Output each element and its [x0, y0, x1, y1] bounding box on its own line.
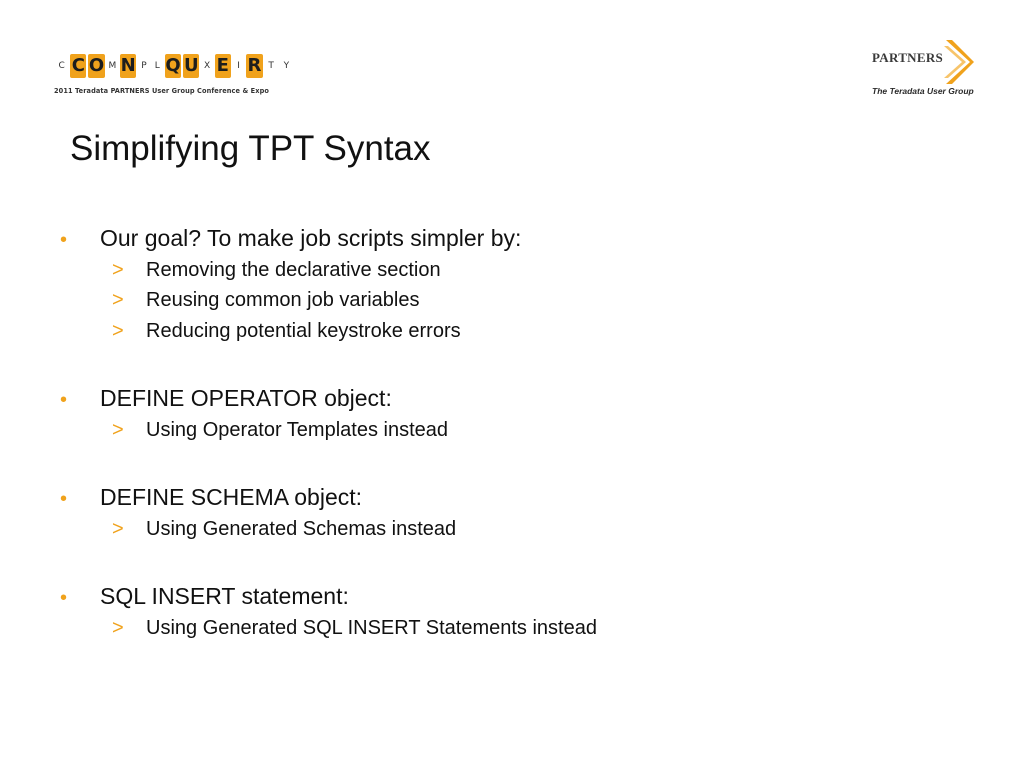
- logo-letter: X: [203, 61, 211, 71]
- partners-subtitle: The Teradata User Group: [872, 86, 974, 96]
- logo-block-letter: N: [120, 55, 136, 76]
- bullet-dot-icon: •: [60, 389, 68, 411]
- sub-bullet-text: Using Operator Templates instead: [146, 419, 449, 441]
- sub-bullet-item: [112, 517, 456, 541]
- partners-name: PARTNERS: [872, 50, 944, 65]
- logo-letter: I: [237, 61, 240, 71]
- bullet-text: DEFINE OPERATOR object:: [100, 385, 392, 411]
- sub-bullet-arrow-icon: >: [112, 259, 124, 281]
- logo-block-letter: Q: [165, 55, 181, 76]
- sub-bullet-arrow-icon: >: [112, 289, 124, 311]
- conference-tagline: 2011 Teradata PARTNERS User Group Conference & Expo: [54, 86, 269, 95]
- slide-title: Simplifying TPT Syntax: [70, 129, 431, 168]
- sub-bullet-arrow-icon: >: [112, 320, 124, 342]
- logo-letter: M: [108, 61, 117, 71]
- bullet-item: [60, 384, 392, 414]
- bullet-item: [60, 224, 521, 254]
- logo-letter: L: [154, 61, 160, 71]
- sub-bullet-text: Reducing potential keystroke errors: [146, 320, 461, 342]
- bullet-dot-icon: •: [60, 229, 68, 251]
- sub-bullet-item: [112, 616, 597, 640]
- sub-bullet-arrow-icon: >: [112, 518, 124, 540]
- sub-bullet-item: [112, 418, 448, 442]
- sub-bullet-arrow-icon: >: [112, 419, 124, 441]
- bullet-dot-icon: •: [60, 488, 68, 510]
- logo-letter: C: [58, 61, 65, 71]
- sub-bullet-item: [112, 319, 461, 343]
- sub-bullet-text: Reusing common job variables: [146, 289, 420, 311]
- bullet-text: Our goal? To make job scripts simpler by:: [100, 225, 522, 251]
- sub-bullet-text: Using Generated SQL INSERT Statements instead: [146, 617, 597, 639]
- bullet-dot-icon: •: [60, 587, 68, 609]
- sub-bullet-arrow-icon: >: [112, 617, 124, 639]
- logo-block-letter: R: [247, 55, 262, 76]
- sub-bullet-item: [112, 288, 419, 312]
- logo-block-letter: U: [183, 55, 199, 76]
- bullet-text: SQL INSERT statement:: [100, 583, 349, 609]
- bullet-text: DEFINE SCHEMA object:: [100, 484, 363, 510]
- logo-letter: Y: [283, 61, 290, 71]
- sub-bullet-item: [112, 258, 441, 282]
- sub-bullet-text: Using Generated Schemas instead: [146, 518, 457, 540]
- bullet-item: [60, 582, 349, 612]
- logo-block-letter: E: [216, 55, 229, 76]
- logo-letter: T: [268, 61, 274, 71]
- bullet-item: [60, 483, 362, 513]
- logo-letter: P: [141, 61, 147, 71]
- logo-block-letter: O: [88, 55, 105, 76]
- sub-bullet-text: Removing the declarative section: [146, 259, 441, 281]
- logo-block-letter: C: [71, 55, 85, 76]
